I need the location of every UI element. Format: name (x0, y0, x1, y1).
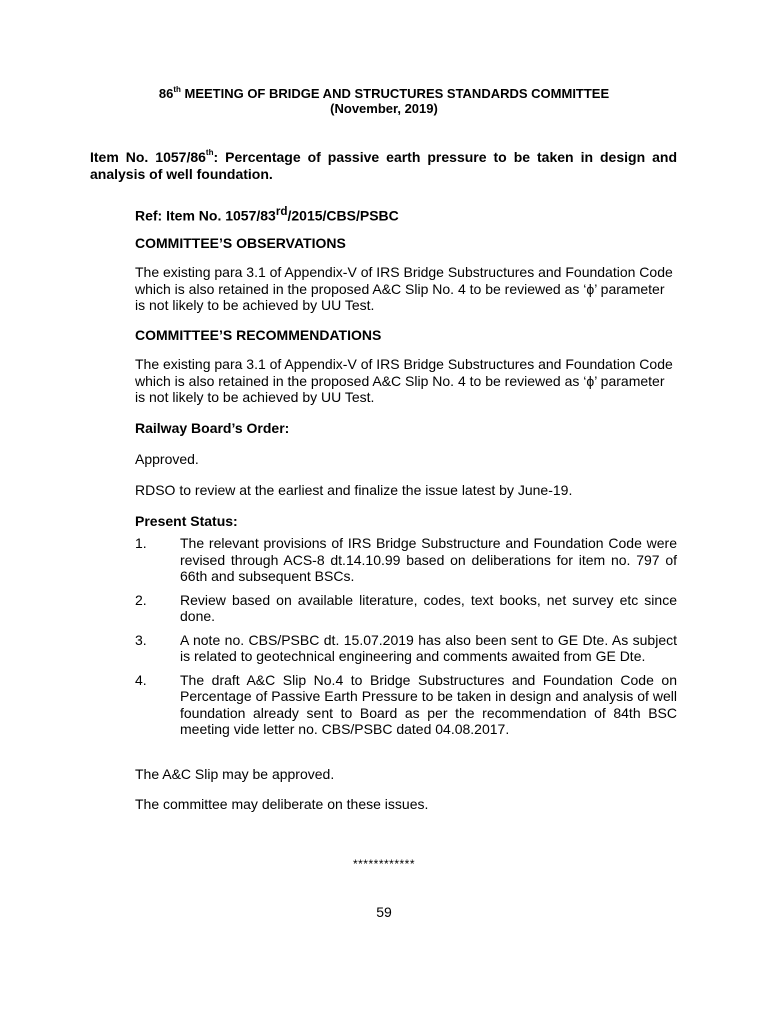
status-item-number: 4. (135, 671, 147, 688)
closing-deliberate: The committee may deliberate on these issues. (135, 796, 429, 812)
item-label: Item No. 1057/86 (90, 149, 206, 165)
ref-prefix: Ref: Item No. 1057/83 (135, 207, 276, 224)
present-status-list (135, 535, 677, 745)
board-order-approved: Approved. (135, 451, 199, 467)
recommendations-heading: COMMITTEE’S RECOMMENDATIONS (135, 327, 382, 343)
status-item-number: 2. (135, 591, 147, 608)
status-item-text: The draft A&C Slip No.4 to Bridge Substructures and Foundation Code on Percentage of Passive Earth Pressure to be taken in design and analysis of well foundation already sent to Board as per the recommendation of 84th BSC meeting vide letter no. CBS/PSBC dated 04.08.2017. (180, 671, 677, 737)
page-number: 59 (376, 904, 392, 920)
reference-line (135, 204, 677, 224)
board-order-rdso: RDSO to review at the earliest and finalize the issue latest by June-19. (135, 482, 573, 498)
board-order-heading: Railway Board’s Order: (135, 420, 290, 436)
observations-text: The existing para 3.1 of Appendix-V of IRS Bridge Substructures and Foundation Code which is also retained in the proposed A&C Slip No. 4 to be reviewed as ‘ϕ’ parameter is not likely to be achieved by UU Test. (135, 264, 673, 313)
meeting-number-suffix: th (173, 84, 181, 94)
observations-heading: COMMITTEE’S OBSERVATIONS (135, 235, 346, 251)
closing-slip: The A&C Slip may be approved. (135, 766, 335, 782)
item-title (90, 149, 677, 182)
meeting-header (0, 86, 768, 116)
meeting-number: 86 (158, 86, 174, 101)
status-item (135, 535, 677, 585)
status-item (135, 672, 677, 738)
status-item (135, 592, 677, 625)
status-item-number: 1. (135, 535, 147, 551)
ref-suffix: /2015/CBS/PSBC (287, 207, 399, 224)
item-title-text: : Percentage of passive earth pressure to be taken in design and analysis of well foundation. (90, 149, 677, 182)
separator-stars: ************ (352, 857, 416, 871)
status-item-text: Review based on available literature, codes, text books, net survey etc since done. (180, 591, 677, 624)
status-item-number: 3. (135, 631, 147, 648)
status-item (135, 632, 677, 665)
meeting-title-text: MEETING OF BRIDGE AND STRUCTURES STANDARDS COMMITTEE (180, 86, 610, 101)
item-label-suffix: th (205, 148, 214, 158)
present-status-heading: Present Status: (135, 513, 238, 529)
recommendations-text: The existing para 3.1 of Appendix-V of IRS Bridge Substructures and Foundation Code which is also retained in the proposed A&C Slip No. 4 to be reviewed as ‘ϕ’ parameter is not likely to be achieved by UU Test. (135, 356, 673, 405)
meeting-title (0, 86, 768, 101)
status-item-text: A note no. CBS/PSBC dt. 15.07.2019 has also been sent to GE Dte. As subject is related to geotechnical engineering and comments awaited from GE Dte. (180, 631, 677, 664)
status-item-text: The relevant provisions of IRS Bridge Substructure and Foundation Code were revised through ACS-8 dt.14.10.99 based on deliberations for item no. 797 of 66th and subsequent BSCs. (180, 535, 677, 584)
ref-suffix-sup: rd (275, 205, 288, 218)
meeting-date: (November, 2019) (330, 101, 438, 116)
